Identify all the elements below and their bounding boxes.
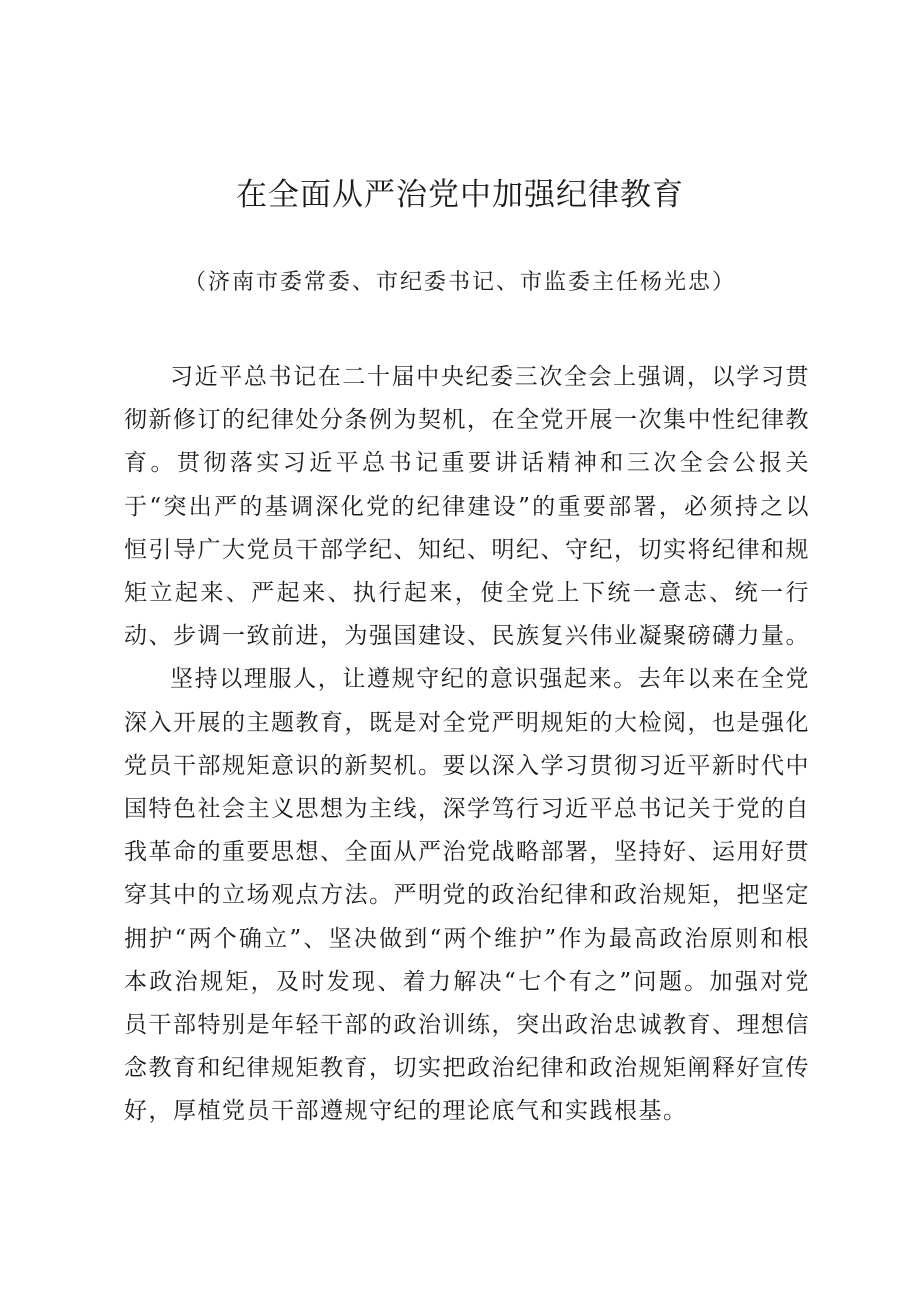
document-title: 在全面从严治党中加强纪律教育	[236, 177, 684, 213]
author-byline: （济南市委常委、市纪委书记、市监委主任杨光忠）	[183, 270, 736, 295]
document-body	[124, 356, 810, 1134]
paragraph-1: 习近平总书记在二十届中央纪委三次全会上强调，以学习贯彻新修订的纪律处分条例为契机，在全党开展一次集中性纪律教育。贯彻落实习近平总书记重要讲话精神和三次全会公报关于“突出严的基调深化党的纪律建设”的重要部署，必须持之以恒引导广大党员干部学纪、知纪、明纪、守纪，切实将纪律和规矩立起来、严起来、执行起来，使全党上下统一意志、统一行动、步调一致前进，为强国建设、民族复兴伟业凝聚磅礴力量。	[124, 364, 810, 650]
paragraph-2: 坚持以理服人，让遵规守纪的意识强起来。去年以来在全党深入开展的主题教育，既是对全党严明规矩的大检阅，也是强化党员干部规矩意识的新契机。要以深入学习贯彻习近平新时代中国特色社会主义思想为主线，深学笃行习近平总书记关于党的自我革命的重要思想、全面从严治党战略部署，坚持好、运用好贯穿其中的立场观点方法。严明党的政治纪律和政治规矩，把坚定拥护“两个确立”、坚决做到“两个维护”作为最高政治原则和根本政治规矩，及时发现、着力解决“七个有之”问题。加强对党员干部特别是年轻干部的政治训练，突出政治忠诚教育、理想信念教育和纪律规矩教育，切实把政治纪律和政治规矩阐释好宣传好，厚植党员干部遵规守纪的理论底气和实践根基。	[124, 666, 810, 1125]
